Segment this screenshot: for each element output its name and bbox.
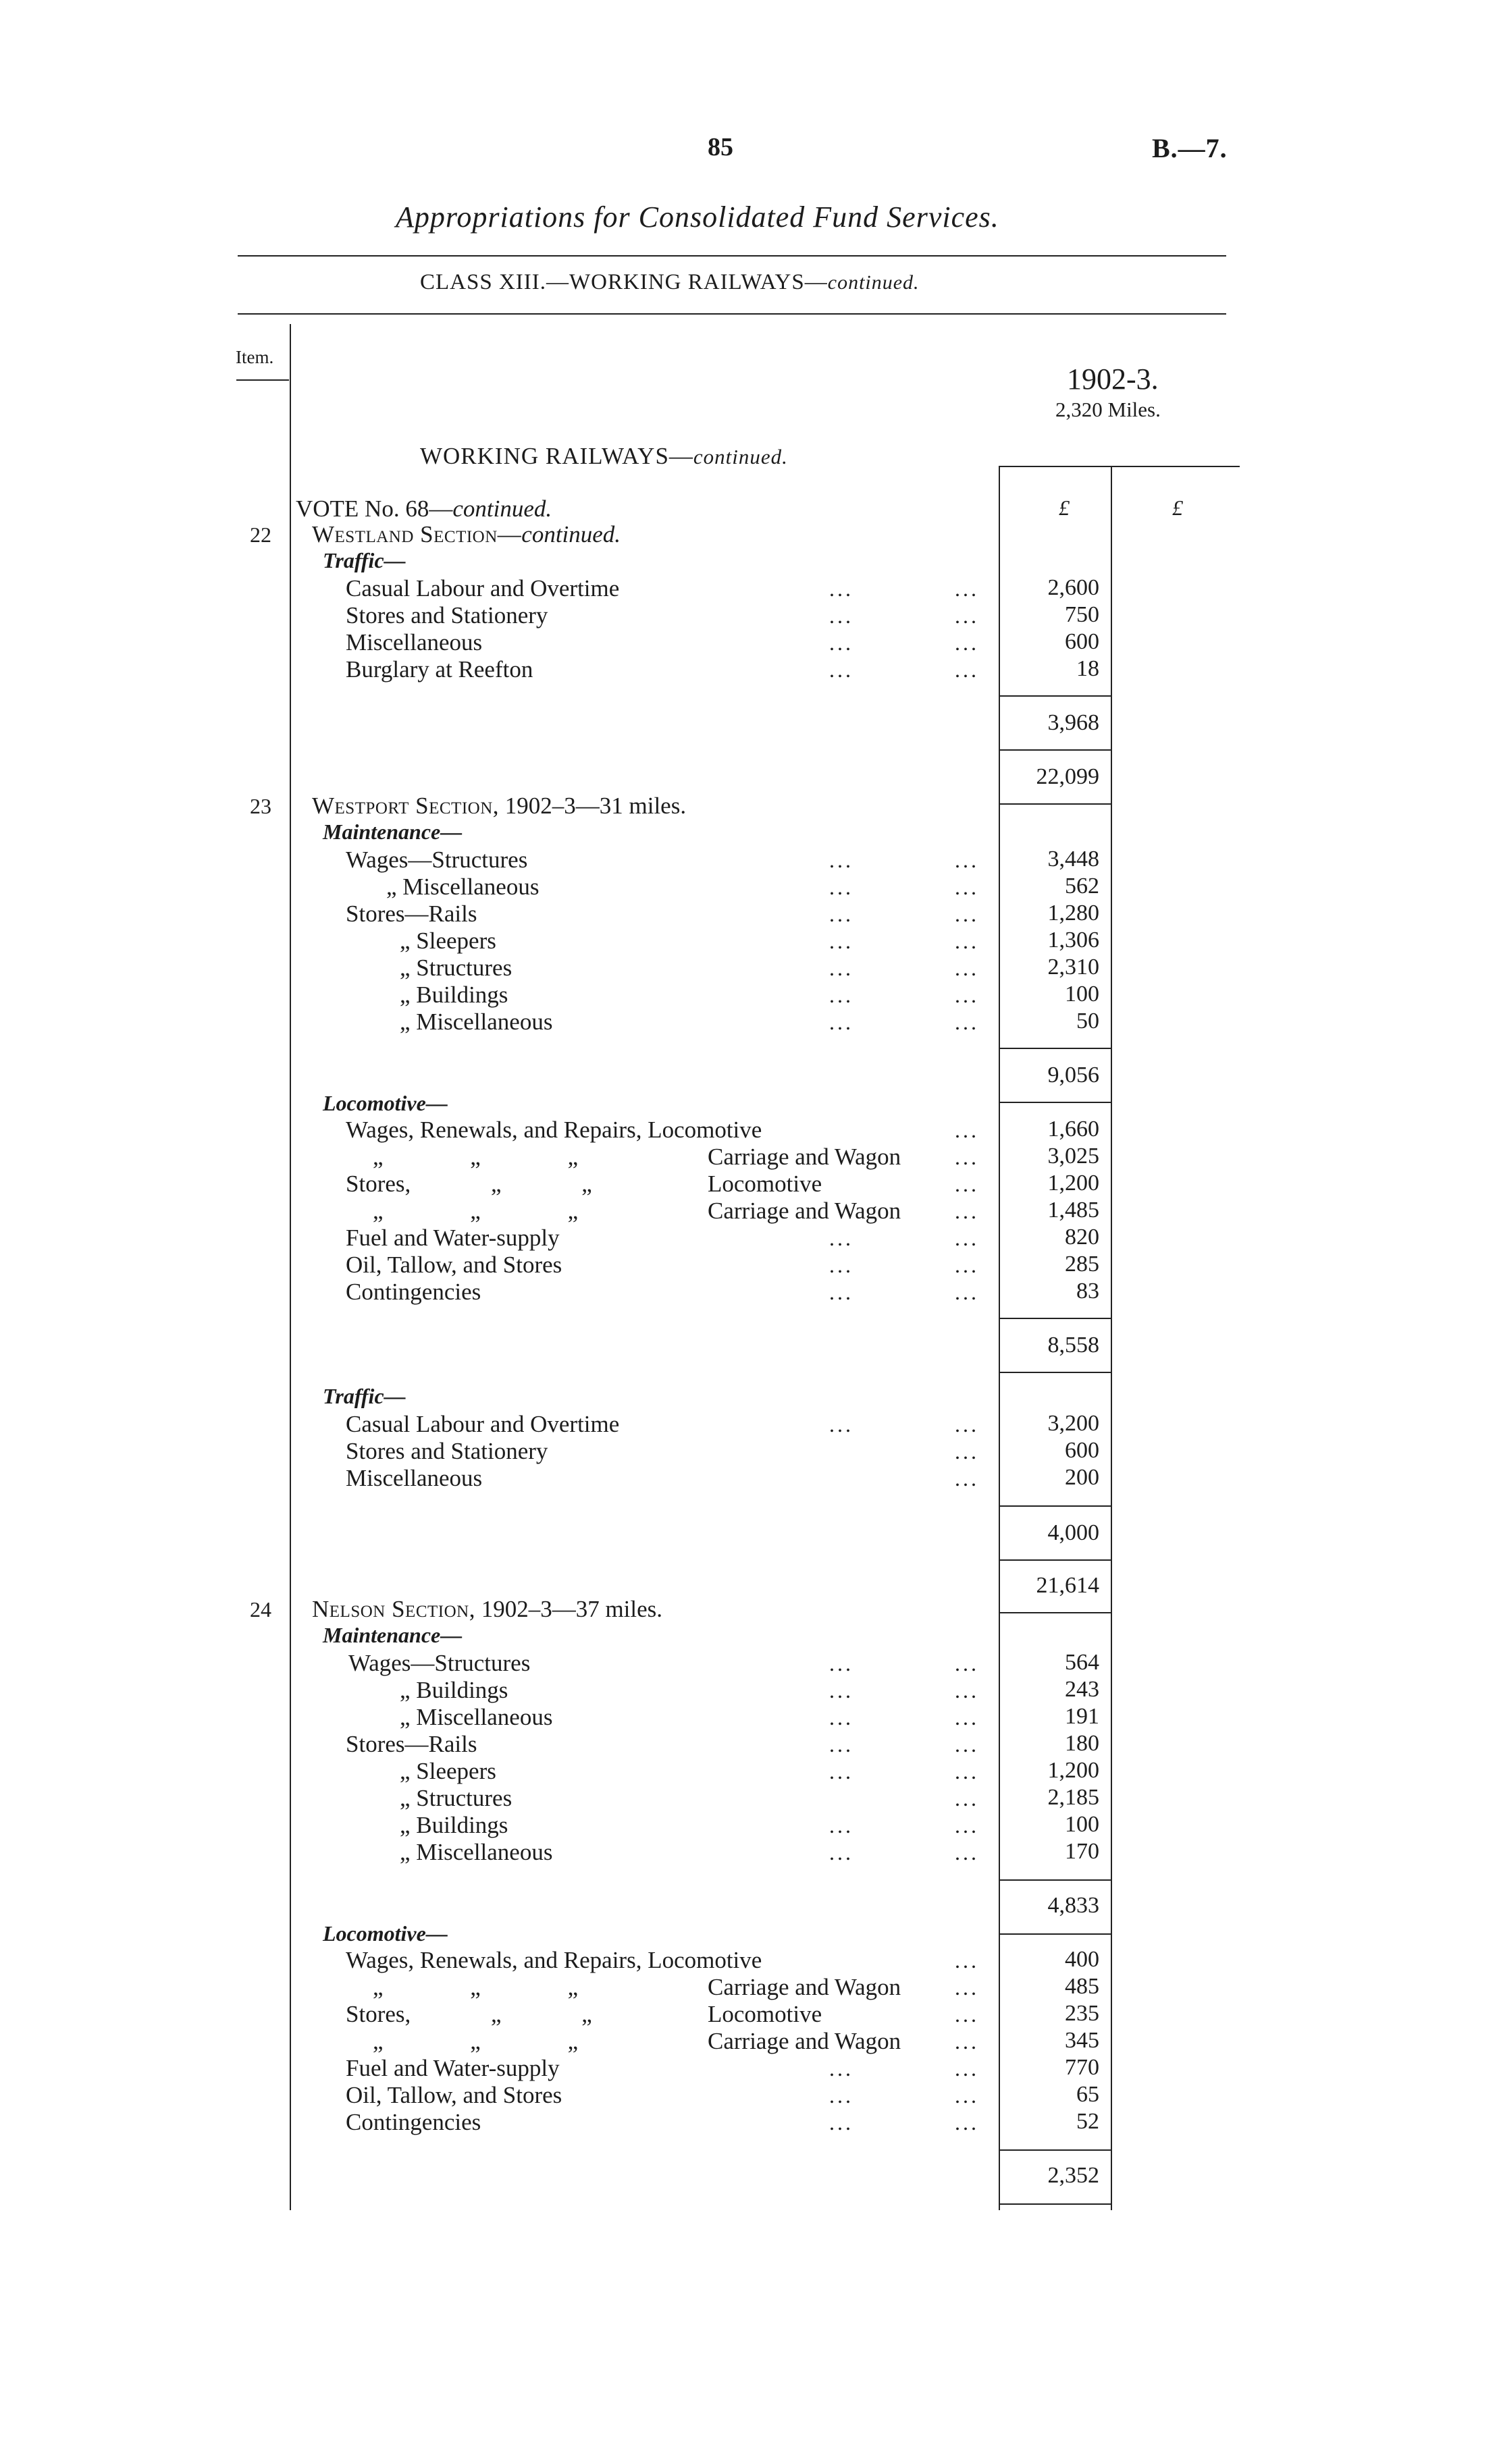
amount: 18 xyxy=(1076,656,1099,681)
pound-symbol-2: £ xyxy=(1172,496,1183,520)
leader-dots: ... xyxy=(955,631,979,655)
leader-dots: ... xyxy=(955,1705,979,1730)
subtotal-rule xyxy=(999,1559,1111,1561)
line-item: Oil, Tallow, and Stores xyxy=(346,2082,562,2108)
subtotal-rule xyxy=(999,1102,1111,1103)
line-item: Wages—Structures xyxy=(348,1650,531,1676)
subtotal: 2,352 xyxy=(1047,2163,1099,2188)
line-item: „ Buildings xyxy=(400,1812,508,1838)
leader-dots: ... xyxy=(829,1813,853,1838)
leader-dots: ... xyxy=(829,2083,853,2108)
line-item: Casual Labour and Overtime xyxy=(346,575,620,601)
leader-dots: ... xyxy=(829,2056,853,2081)
line-item: Wages, Renewals, and Repairs, Locomotive xyxy=(346,1117,762,1143)
line-item: Fuel and Water-supply xyxy=(346,1225,560,1251)
line-item: Miscellaneous xyxy=(346,1465,483,1491)
class-rule xyxy=(238,313,1226,315)
leader-dots: ... xyxy=(829,875,853,899)
amount: 400 xyxy=(1065,1947,1099,1972)
line-item: Miscellaneous xyxy=(346,629,483,655)
working-railways-heading: WORKING RAILWAYS—continued. xyxy=(420,443,788,469)
leader-dots: ... xyxy=(955,1759,979,1784)
line-item: Locomotive xyxy=(708,2001,822,2027)
amount: 235 xyxy=(1065,2001,1099,2026)
line-item: „ Structures xyxy=(400,1785,512,1811)
leader-dots: ... xyxy=(829,1840,853,1865)
amount: 2,310 xyxy=(1047,955,1099,980)
amount: 83 xyxy=(1076,1279,1099,1304)
document-reference: B.—7. xyxy=(1152,133,1228,163)
subtotal-rule xyxy=(999,749,1111,751)
line-item: Stores and Stationery xyxy=(346,1438,548,1464)
leader-dots: ... xyxy=(829,1651,853,1676)
item-number: 24 xyxy=(250,1597,271,1622)
amount: 180 xyxy=(1065,1731,1099,1756)
leader-dots: ... xyxy=(955,1651,979,1676)
leader-dots: ... xyxy=(955,1439,979,1464)
subheading: Maintenance— xyxy=(323,1623,463,1647)
amount: 564 xyxy=(1065,1650,1099,1675)
subtotal-rule xyxy=(999,1879,1111,1881)
subtotal: 3,968 xyxy=(1047,710,1099,735)
leader-dots: ... xyxy=(955,1813,979,1838)
subtotal: 4,833 xyxy=(1047,1893,1099,1918)
leader-dots: ... xyxy=(955,2056,979,2081)
line-item: Contingencies xyxy=(346,2109,481,2135)
leader-dots: ... xyxy=(829,1732,853,1757)
leader-dots: ... xyxy=(955,1118,979,1142)
amount: 3,025 xyxy=(1047,1144,1099,1169)
amount: 170 xyxy=(1065,1839,1099,1864)
amount: 65 xyxy=(1076,2082,1099,2107)
year-header: 1902-3. xyxy=(1067,363,1159,396)
amount: 1,200 xyxy=(1047,1758,1099,1783)
item-number: 23 xyxy=(250,794,271,818)
line-item: Stores—Rails xyxy=(346,901,477,927)
vote-heading: VOTE No. 68—continued. xyxy=(296,496,552,522)
subtotal-rule xyxy=(999,1933,1111,1935)
line-item: Locomotive xyxy=(708,1171,822,1197)
section-heading: Nelson Section, 1902–3—37 miles. xyxy=(312,1596,663,1622)
amount: 770 xyxy=(1065,2055,1099,2080)
item-column-header: Item. xyxy=(236,347,274,367)
leader-dots: ... xyxy=(829,983,853,1007)
line-item: Wages—Structures xyxy=(346,847,528,873)
subtotal-rule xyxy=(999,1048,1111,1049)
ditto-marks: Stores, „ „ xyxy=(346,1171,592,1197)
leader-dots: ... xyxy=(829,631,853,655)
amount: 100 xyxy=(1065,982,1099,1007)
leader-dots: ... xyxy=(829,658,853,682)
leader-dots: ... xyxy=(955,1253,979,1277)
page-number: 85 xyxy=(708,133,733,161)
leader-dots: ... xyxy=(829,956,853,980)
section-total: 21,614 xyxy=(1036,1573,1099,1598)
amount: 200 xyxy=(1065,1465,1099,1490)
leader-dots: ... xyxy=(955,956,979,980)
line-item: „ Buildings xyxy=(400,1677,508,1703)
line-item: Burglary at Reefton xyxy=(346,656,533,682)
leader-dots: ... xyxy=(955,1145,979,1169)
leader-dots: ... xyxy=(955,1948,979,1973)
subtotal-rule xyxy=(999,2203,1111,2205)
leader-dots: ... xyxy=(955,1975,979,2000)
class-heading: CLASS XIII.—WORKING RAILWAYS—continued. xyxy=(420,270,920,294)
line-item: „ Sleepers xyxy=(400,1758,496,1784)
amount: 2,600 xyxy=(1047,575,1099,600)
line-item: Contingencies xyxy=(346,1279,481,1305)
leader-dots: ... xyxy=(829,1280,853,1304)
leader-dots: ... xyxy=(955,902,979,926)
subtotal: 9,056 xyxy=(1047,1063,1099,1088)
leader-dots: ... xyxy=(955,2002,979,2027)
leader-dots: ... xyxy=(955,1466,979,1491)
leader-dots: ... xyxy=(829,929,853,953)
line-item: Carriage and Wagon xyxy=(708,1974,901,2000)
leader-dots: ... xyxy=(955,1172,979,1196)
amount: 345 xyxy=(1065,2028,1099,2053)
ditto-marks: „ „ „ xyxy=(373,1974,579,2000)
leader-dots: ... xyxy=(955,1840,979,1865)
leader-dots: ... xyxy=(955,929,979,953)
amount: 1,306 xyxy=(1047,928,1099,953)
subtotal-rule xyxy=(999,2149,1111,2151)
amount: 1,660 xyxy=(1047,1117,1099,1142)
ditto-marks: Stores, „ „ xyxy=(346,2001,592,2027)
leader-dots: ... xyxy=(829,1412,853,1437)
section-total: 22,099 xyxy=(1036,764,1099,789)
leader-dots: ... xyxy=(955,1226,979,1250)
leader-dots: ... xyxy=(955,848,979,872)
item-header-rule xyxy=(236,379,289,381)
section-heading: Westport Section, 1902–3—31 miles. xyxy=(312,793,687,819)
leader-dots: ... xyxy=(955,577,979,601)
line-item: „ Sleepers xyxy=(400,928,496,954)
leader-dots: ... xyxy=(955,1280,979,1304)
amount: 1,485 xyxy=(1047,1198,1099,1223)
leader-dots: ... xyxy=(829,604,853,628)
item-number: 22 xyxy=(250,523,271,547)
line-item: „ Miscellaneous xyxy=(400,1009,553,1035)
pound-symbol-1: £ xyxy=(1059,496,1070,520)
page-title: Appropriations for Consolidated Fund Services. xyxy=(396,200,999,234)
subtotal: 8,558 xyxy=(1047,1333,1099,1358)
amount: 285 xyxy=(1065,1252,1099,1277)
leader-dots: ... xyxy=(955,983,979,1007)
amount: 52 xyxy=(1076,2109,1099,2134)
amount: 562 xyxy=(1065,874,1099,899)
leader-dots: ... xyxy=(829,577,853,601)
leader-dots: ... xyxy=(829,1678,853,1703)
amount: 750 xyxy=(1065,602,1099,627)
miles-header: 2,320 Miles. xyxy=(1055,398,1161,421)
subheading: Maintenance— xyxy=(323,820,463,844)
line-item: Stores—Rails xyxy=(346,1731,477,1757)
leader-dots: ... xyxy=(955,1199,979,1223)
leader-dots: ... xyxy=(955,1412,979,1437)
amount: 3,448 xyxy=(1047,847,1099,872)
leader-dots: ... xyxy=(829,848,853,872)
leader-dots: ... xyxy=(955,2029,979,2054)
amount: 191 xyxy=(1065,1704,1099,1729)
leader-dots: ... xyxy=(955,604,979,628)
amount-column-divider-left xyxy=(999,466,1000,2210)
line-item: Carriage and Wagon xyxy=(708,1144,901,1170)
amount-header-rule xyxy=(999,466,1240,467)
total-rule xyxy=(999,803,1111,805)
line-item: „ Structures xyxy=(400,955,512,981)
subtotal-rule xyxy=(999,1505,1111,1507)
section-heading: Westland Section—continued. xyxy=(312,521,621,547)
ditto-marks: „ „ „ xyxy=(373,1198,579,1224)
subheading: Locomotive— xyxy=(323,1921,448,1946)
subheading: Locomotive— xyxy=(323,1091,448,1115)
leader-dots: ... xyxy=(829,1759,853,1784)
leader-dots: ... xyxy=(955,1678,979,1703)
amount: 485 xyxy=(1065,1974,1099,1999)
amount: 243 xyxy=(1065,1677,1099,1702)
leader-dots: ... xyxy=(955,658,979,682)
leader-dots: ... xyxy=(829,1253,853,1277)
amount: 600 xyxy=(1065,1438,1099,1463)
leader-dots: ... xyxy=(829,1010,853,1034)
leader-dots: ... xyxy=(829,1226,853,1250)
line-item: Casual Labour and Overtime xyxy=(346,1411,620,1437)
leader-dots: ... xyxy=(955,2110,979,2135)
line-item: Carriage and Wagon xyxy=(708,1198,901,1224)
line-item: „ Miscellaneous xyxy=(400,1839,553,1865)
leader-dots: ... xyxy=(829,2110,853,2135)
line-item: Fuel and Water-supply xyxy=(346,2055,560,2081)
leader-dots: ... xyxy=(955,1786,979,1811)
amount: 1,280 xyxy=(1047,901,1099,926)
line-item: Oil, Tallow, and Stores xyxy=(346,1252,562,1278)
leader-dots: ... xyxy=(829,1705,853,1730)
ditto-marks: „ „ „ xyxy=(373,1144,579,1170)
line-item: „ Buildings xyxy=(400,982,508,1008)
item-column-divider xyxy=(290,324,291,2210)
amount: 2,185 xyxy=(1047,1785,1099,1810)
leader-dots: ... xyxy=(955,2083,979,2108)
ditto-marks: „ „ „ xyxy=(373,2028,579,2054)
leader-dots: ... xyxy=(829,902,853,926)
title-rule xyxy=(238,255,1226,257)
amount: 820 xyxy=(1065,1225,1099,1250)
line-item: „ Miscellaneous xyxy=(386,874,540,900)
subheading: Traffic— xyxy=(323,1384,406,1408)
line-item: Carriage and Wagon xyxy=(708,2028,901,2054)
subheading: Traffic— xyxy=(323,548,406,572)
leader-dots: ... xyxy=(955,875,979,899)
subtotal-rule xyxy=(999,695,1111,697)
amount: 50 xyxy=(1076,1009,1099,1034)
amount-column-divider-right xyxy=(1111,466,1112,2210)
line-item: „ Miscellaneous xyxy=(400,1704,553,1730)
line-item: Stores and Stationery xyxy=(346,602,548,628)
subtotal: 4,000 xyxy=(1047,1520,1099,1545)
total-rule xyxy=(999,1612,1111,1613)
subtotal-rule xyxy=(999,1372,1111,1373)
leader-dots: ... xyxy=(955,1010,979,1034)
amount: 100 xyxy=(1065,1812,1099,1837)
subtotal-rule xyxy=(999,1318,1111,1319)
amount: 3,200 xyxy=(1047,1411,1099,1436)
amount: 1,200 xyxy=(1047,1171,1099,1196)
leader-dots: ... xyxy=(955,1732,979,1757)
line-item: Wages, Renewals, and Repairs, Locomotive xyxy=(346,1947,762,1973)
amount: 600 xyxy=(1065,629,1099,654)
